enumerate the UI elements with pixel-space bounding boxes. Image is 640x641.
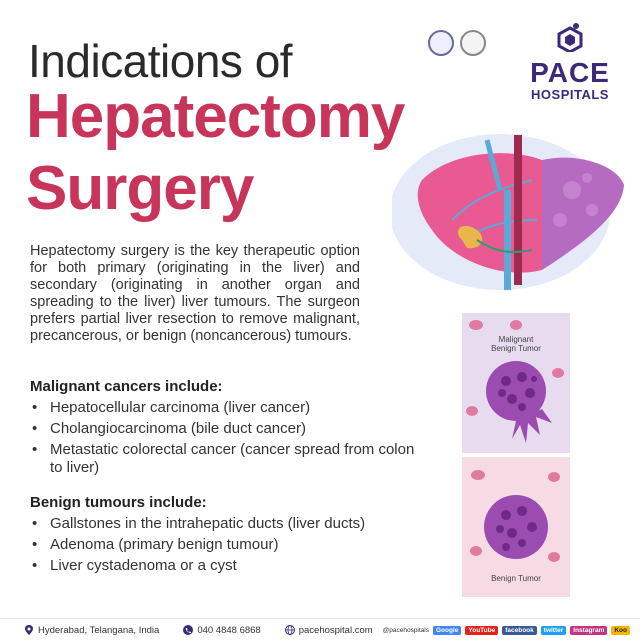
social-handle: @pacehospitals [382,626,429,634]
malignant-list [30,399,430,480]
benign-tumor-panel [462,457,570,597]
bullet: • [32,536,38,553]
title-line-1: Indications of [28,35,293,87]
liver-illustration [392,130,628,292]
youtube-link[interactable]: YouTube [465,626,498,635]
list-item: • Hepatocellular carcinoma (liver cancer) [32,399,311,416]
footer-phone[interactable] [183,625,260,636]
location-pin-icon [24,625,34,635]
list-item: • Liver cystadenoma or a cyst [32,557,237,574]
bullet: • [32,557,38,574]
koo-link[interactable]: Koo [611,626,630,635]
list-item: • Adenoma (primary benign tumour) [32,536,279,553]
twitter-link[interactable]: twitter [541,626,567,635]
globe-icon [285,625,295,635]
facebook-link[interactable]: facebook [502,626,537,635]
list-item: • Gallstones in the intrahepatic ducts (liver ducts) [32,515,366,532]
malignant-heading: Malignant cancers include: [30,378,223,395]
bullet: • [32,420,38,437]
certification-badge-icon [460,30,486,56]
accreditation-badge-icon [428,30,454,56]
location-text: Hyderabad, Telangana, India [38,624,160,636]
list-item: • Cholangiocarcinoma (bile duct cancer) [32,420,306,437]
phone-text: 040 4848 6868 [197,624,261,636]
pace-logo-mark-icon [556,22,584,52]
malignant-panel-label-2: Benign Tumor [491,344,541,353]
phone-icon [183,625,193,635]
footer-bar [0,618,640,641]
intro-paragraph: Hepatectomy surgery is the key therapeutic option for both primary (originating in the liver) and secondary (originating in another organ and spreading to the liver) liver tumours. The surgeon prefers partial liver resection to remove malignant, precancerous, or benign (noncancerous) tumours. [30,243,360,344]
malignant-cell-icon [462,313,570,453]
accreditation-badges [428,30,486,56]
bullet: • [32,515,38,532]
logo-sub: HOSPITALS [531,87,609,102]
bullet: • [32,441,38,458]
title-line-2: Hepatectomy [26,82,405,151]
benign-heading: Benign tumours include: [30,494,207,511]
footer-location [24,625,159,636]
pace-hospitals-logo [520,22,620,102]
list-item: • Metastatic colorectal cancer (cancer spread from colon to liver) [32,441,415,476]
bullet: • [32,399,38,416]
google-link[interactable]: Google [433,626,461,635]
benign-list [30,515,430,578]
website-text: pacehospital.com [298,624,373,636]
malignant-tumor-panel [462,313,570,453]
malignant-panel-label-1: Malignant [498,335,534,344]
instagram-link[interactable]: Instagram [570,626,607,635]
logo-brand: PACE [530,57,610,88]
social-links [383,626,630,635]
footer-website[interactable] [285,625,373,636]
benign-panel-label: Benign Tumor [491,574,541,583]
title-line-3: Surgery [26,154,254,223]
